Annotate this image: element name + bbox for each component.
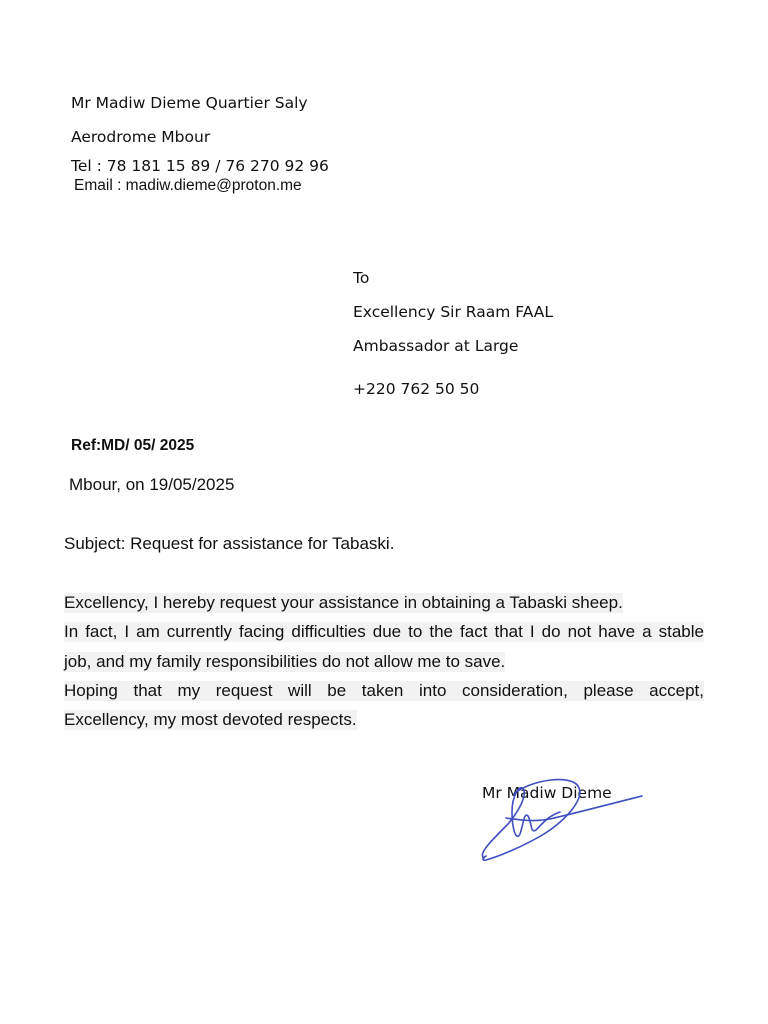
sender-name-address: Mr Madiw Dieme Quartier Saly (71, 94, 308, 112)
sender-email: Email : madiw.dieme@proton.me (74, 177, 302, 194)
recipient-title: Ambassador at Large (353, 337, 519, 355)
subject-line: Subject: Request for assistance for Tabaski. (64, 534, 395, 553)
sender-city: Aerodrome Mbour (71, 128, 211, 146)
body-line-1: Excellency, I hereby request your assistance in obtaining a Tabaski sheep. (64, 593, 623, 612)
handwritten-signature (470, 772, 650, 867)
body-line-3: job, and my family responsibilities do not allow me to save. (64, 652, 506, 671)
body-line-4: Hoping that my request will be taken into consideration, please accept, (64, 681, 704, 700)
body-line-2: In fact, I am currently facing difficulties due to the fact that I do not have a stable (64, 622, 704, 641)
body-line-5: Excellency, my most devoted respects. (64, 710, 357, 729)
recipient-to: To (353, 269, 370, 287)
recipient-phone: +220 762 50 50 (353, 380, 480, 398)
signature-name: Mr Madiw Dieme (482, 784, 612, 802)
recipient-name: Excellency Sir Raam FAAL (353, 303, 554, 321)
sender-phone: Tel : 78 181 15 89 / 76 270 92 96 (71, 157, 329, 175)
place-date: Mbour, on 19/05/2025 (69, 475, 235, 494)
reference-number: Ref:MD/ 05/ 2025 (71, 437, 195, 454)
